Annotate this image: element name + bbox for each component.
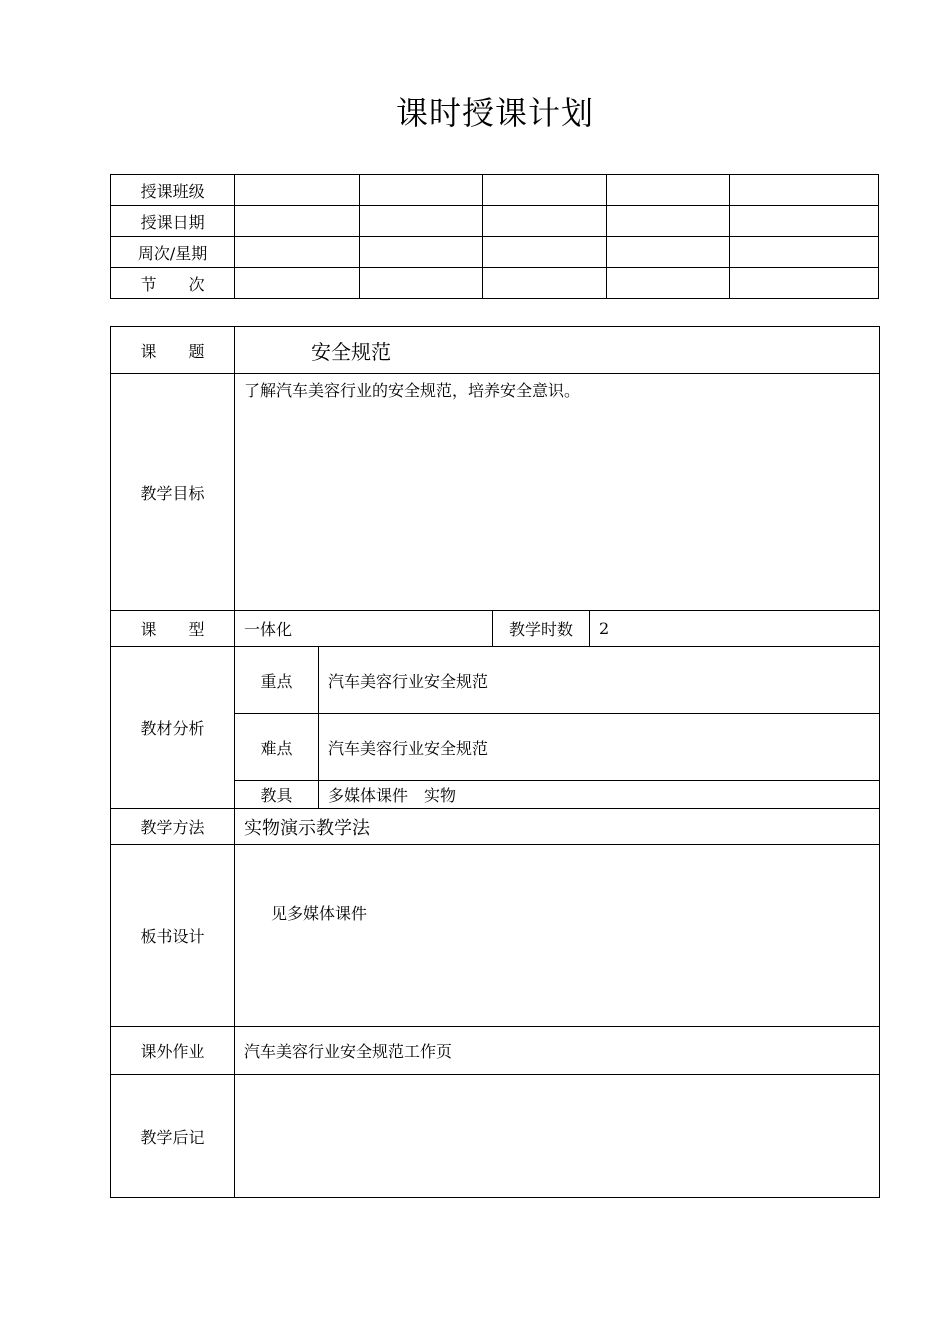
- table-row: [111, 809, 880, 845]
- type-label: 课 型: [111, 611, 235, 647]
- difficulty-value: 汽车美容行业安全规范: [319, 714, 880, 781]
- empty-cell: [729, 237, 878, 268]
- empty-cell: [360, 237, 483, 268]
- table-row: [111, 845, 880, 1027]
- empty-cell: [360, 175, 483, 206]
- date-label: 授课日期: [111, 206, 235, 237]
- table-row: [111, 611, 880, 647]
- empty-cell: [483, 206, 606, 237]
- objective-value: 了解汽车美容行业的安全规范，培养安全意识。: [235, 374, 880, 611]
- key-label: 重点: [235, 647, 319, 714]
- reflection-value: [235, 1075, 880, 1198]
- empty-cell: [483, 175, 606, 206]
- difficulty-label: 难点: [235, 714, 319, 781]
- table-row: [111, 237, 879, 268]
- topic-label: 课 题: [111, 327, 235, 374]
- empty-cell: [235, 268, 360, 299]
- table-row: [111, 327, 880, 374]
- table-row: [111, 268, 879, 299]
- method-value: 实物演示教学法: [235, 809, 880, 845]
- key-value: 汽车美容行业安全规范: [319, 647, 880, 714]
- empty-cell: [606, 206, 729, 237]
- empty-cell: [729, 175, 878, 206]
- reflection-label: 教学后记: [111, 1075, 235, 1198]
- method-label: 教学方法: [111, 809, 235, 845]
- empty-cell: [606, 237, 729, 268]
- empty-cell: [235, 175, 360, 206]
- hours-label: 教学时数: [493, 611, 590, 647]
- class-label: 授课班级: [111, 175, 235, 206]
- table-row: [111, 1027, 880, 1075]
- empty-cell: [235, 237, 360, 268]
- homework-value: 汽车美容行业安全规范工作页: [235, 1027, 880, 1075]
- plan-table: [110, 326, 880, 1198]
- session-label: 节 次: [111, 268, 235, 299]
- empty-cell: [729, 268, 878, 299]
- topic-value: 安全规范: [235, 327, 880, 374]
- board-label: 板书设计: [111, 845, 235, 1027]
- empty-cell: [235, 206, 360, 237]
- table-row: [111, 374, 880, 611]
- empty-cell: [483, 237, 606, 268]
- objective-label: 教学目标: [111, 374, 235, 611]
- empty-cell: [606, 268, 729, 299]
- table-row: [111, 647, 880, 714]
- analysis-label: 教材分析: [111, 647, 235, 809]
- tools-value: 多媒体课件 实物: [319, 781, 880, 809]
- board-value: 见多媒体课件: [235, 845, 880, 1027]
- homework-label: 课外作业: [111, 1027, 235, 1075]
- page-title: 课时授课计划: [395, 94, 594, 132]
- table-row: [111, 206, 879, 237]
- type-value: 一体化: [235, 611, 493, 647]
- empty-cell: [729, 206, 878, 237]
- tools-label: 教具: [235, 781, 319, 809]
- table-row: [111, 175, 879, 206]
- hours-value: 2: [590, 611, 880, 647]
- empty-cell: [483, 268, 606, 299]
- schedule-table: [110, 174, 879, 299]
- empty-cell: [360, 268, 483, 299]
- empty-cell: [360, 206, 483, 237]
- empty-cell: [606, 175, 729, 206]
- table-row: [111, 1075, 880, 1198]
- week-label: 周次/星期: [111, 237, 235, 268]
